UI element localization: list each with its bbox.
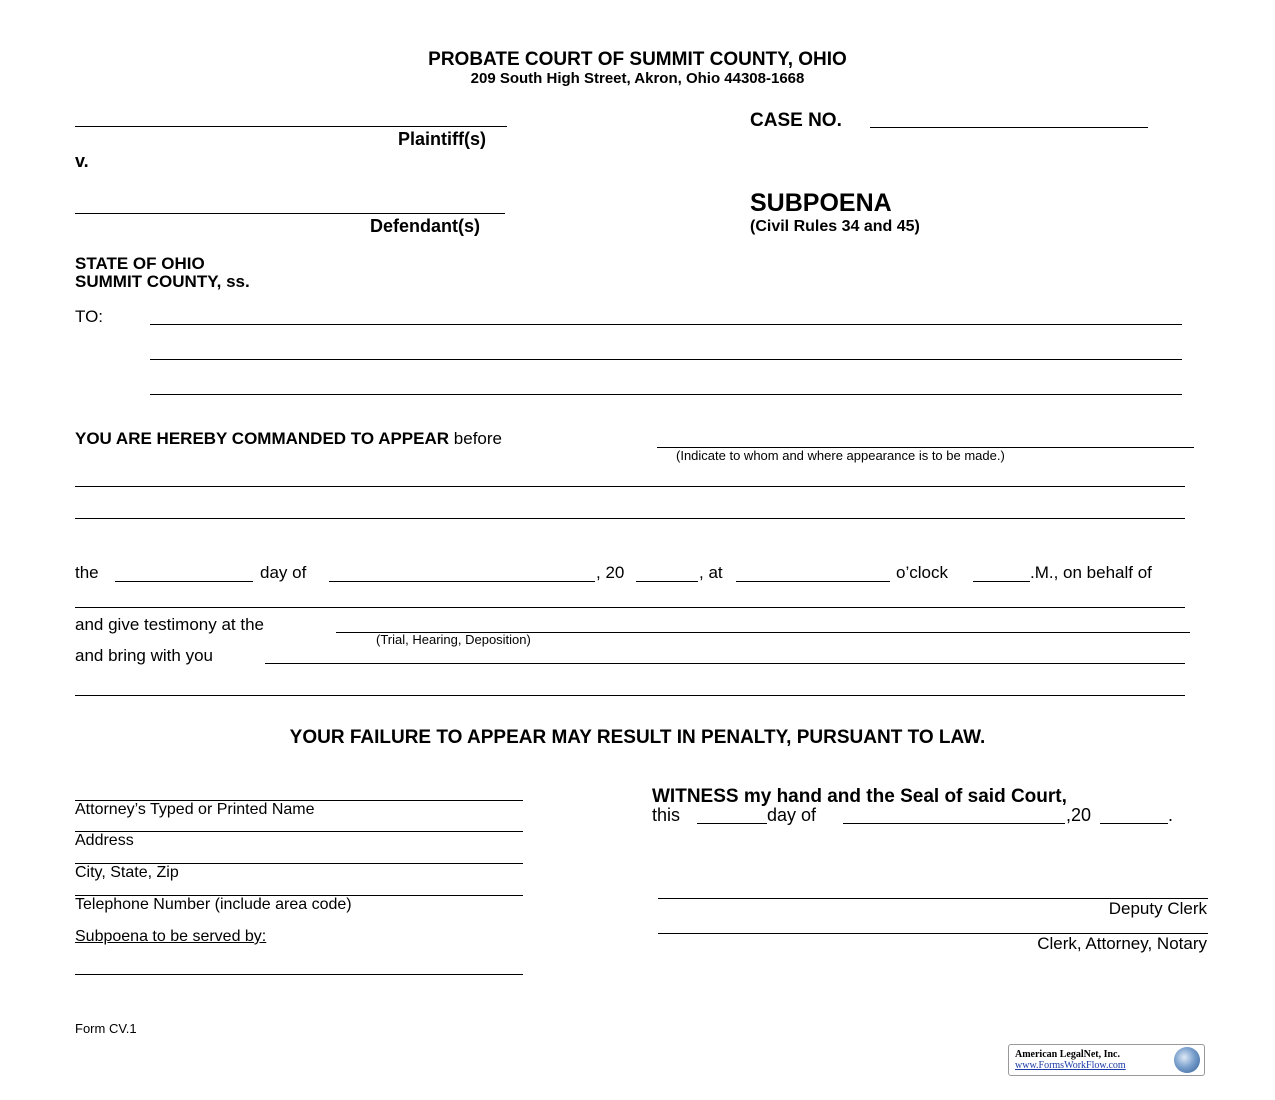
to-line-2[interactable] [150,359,1182,360]
oclock-label: o’clock [896,563,948,582]
am-pm-line[interactable] [973,581,1030,582]
case-no-line[interactable] [870,127,1148,128]
deputy-clerk-label: Deputy Clerk [1108,899,1207,918]
day-of-label: day of [260,563,307,582]
served-by-label: Subpoena to be served by: [75,928,267,945]
city-label: City, State, Zip [75,864,179,881]
address-label: Address [75,832,134,849]
served-by-line[interactable] [75,974,523,975]
at-label: , at [699,563,723,582]
civil-rules: (Civil Rules 34 and 45) [750,218,920,235]
on-behalf-line[interactable] [75,607,1185,608]
command-text [75,429,502,449]
phone-label: Telephone Number (include area code) [75,896,352,913]
bring-line[interactable] [265,663,1185,664]
witness-year-line[interactable] [1100,823,1168,824]
case-no-label: CASE NO. [750,110,842,131]
year-line[interactable] [636,581,698,582]
plaintiff-line[interactable] [75,126,507,127]
to-line-3[interactable] [150,394,1182,395]
logo-url[interactable]: www.FormsWorkFlow.com [1015,1060,1126,1071]
on-behalf-label: .M., on behalf of [1030,563,1152,582]
defendant-label: Defendant(s) [370,216,481,236]
appear-line-2[interactable] [75,486,1185,487]
testimony-label: and give testimony at the [75,615,265,634]
command-bold: YOU ARE HEREBY COMMANDED TO APPEAR [75,429,450,448]
failure-warning: YOUR FAILURE TO APPEAR MAY RESULT IN PENALTY, PURSUANT TO LAW. [289,727,986,748]
day-line[interactable] [115,581,253,582]
defendant-line[interactable] [75,213,505,214]
year-prefix: , 20 [596,563,625,582]
appear-hint: (Indicate to whom and where appearance is to be made.) [676,448,1005,463]
plaintiff-label: Plaintiff(s) [398,129,486,149]
legalnet-logo[interactable] [1008,1044,1205,1076]
globe-icon [1174,1047,1200,1073]
witness-month-line[interactable] [843,823,1065,824]
attorney-name-label: Attorney’s Typed or Printed Name [75,801,315,818]
court-title: PROBATE COURT OF SUMMIT COUNTY, OHIO [428,49,847,70]
bring-label: and bring with you [75,646,213,665]
address-line[interactable] [75,831,523,832]
command-before: before [453,429,502,448]
form-number: Form CV.1 [75,1021,137,1036]
appear-line-3[interactable] [75,518,1185,519]
subpoena-title: SUBPOENA [750,189,892,217]
court-address: 209 South High Street, Akron, Ohio 44308-1668 [470,70,805,87]
witness-period: . [1168,805,1174,825]
the-label: the [75,563,99,582]
testimony-hint: (Trial, Hearing, Deposition) [376,632,531,647]
month-line[interactable] [329,581,595,582]
time-line[interactable] [736,581,890,582]
witness-this: this [652,805,681,825]
county-label: SUMMIT COUNTY, ss. [75,272,250,291]
state-label: STATE OF OHIO [75,254,205,273]
bring-line-2[interactable] [75,695,1185,696]
witness-year-prefix: ,20 [1066,805,1092,825]
versus-label: v. [75,151,89,171]
to-line-1[interactable] [150,324,1182,325]
witness-text: WITNESS my hand and the Seal of said Court, [652,786,1067,807]
to-label: TO: [75,307,104,326]
clerk-label: Clerk, Attorney, Notary [1037,934,1207,953]
witness-day-of: day of [767,805,817,825]
witness-day-line[interactable] [697,823,767,824]
logo-company: American LegalNet, Inc. [1015,1049,1120,1060]
